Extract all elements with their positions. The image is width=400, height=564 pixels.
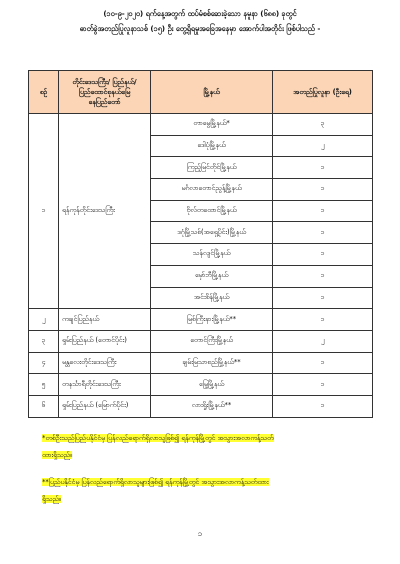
row-no: ၅ bbox=[29, 374, 59, 396]
row-region: ကချင်ပြည်နယ် bbox=[59, 309, 151, 331]
row-no: ၂ bbox=[29, 309, 59, 331]
row-township: ဗိုလ်တထောင်မြို့နယ် bbox=[151, 200, 273, 222]
row-region: တနင်္သာရီတိုင်းဒေသကြီး bbox=[59, 374, 151, 396]
page-number: ၁ bbox=[197, 529, 203, 538]
row-count: ၂ bbox=[273, 330, 373, 352]
document-header bbox=[10, 6, 390, 36]
footnote-2-line-1: **ပြည်ပနိုင်ငံမှ ပြန်လည်ရောက်ရှိလာသူများဖြစ်၍ ရန်ကုန်မြို့တွင် အသွားအလာကန့်သတ်ထား bbox=[42, 478, 269, 486]
row-township: မှော်ဘီမြို့နယ် bbox=[151, 265, 273, 287]
table-row bbox=[29, 352, 373, 374]
header-no: စဉ် bbox=[29, 71, 59, 114]
row-count: ၁ bbox=[273, 287, 373, 309]
table-row bbox=[29, 330, 373, 352]
row-count: ၁ bbox=[273, 309, 373, 331]
footnote-1 bbox=[42, 430, 352, 464]
row-township: ဒဂုံမြို့သစ်(အရှေ့ပိုင်း)မြို့နယ် bbox=[151, 222, 273, 244]
row-no: ၃ bbox=[29, 330, 59, 352]
row-township: မြစ်ကြီးနားမြို့နယ်** bbox=[151, 309, 273, 331]
row-township: ကြည့်မြင်တိုင်မြို့နယ် bbox=[151, 157, 273, 179]
row-region: ရှမ်းပြည်နယ် (တောင်ပိုင်း) bbox=[59, 330, 151, 352]
row-township: တာမွေမြို့နယ်* bbox=[151, 114, 273, 136]
header-count: အတည်ပြုလူနာ (ဦးရေ) bbox=[273, 71, 373, 114]
row-count: ၁ bbox=[273, 200, 373, 222]
header-region: တိုင်းဒေသကြီး/ ပြည်နယ်/ ပြည်ထောင်စုနယ်မြေ နေပြည်တော် bbox=[59, 71, 151, 114]
table-row bbox=[29, 395, 373, 417]
row-township: ချမ်းမြသာစည်မြို့နယ်** bbox=[151, 352, 273, 374]
table-row bbox=[29, 309, 373, 331]
row-count: ၁ bbox=[273, 179, 373, 201]
header-line-1: (၁၀-၉-၂၀၂၀) ရက်နေ့အတွက် ထပ်မံစစ်ဆေးခဲ့သော နမူနာ (၆၈၈) ခုတွင် bbox=[103, 9, 297, 18]
row-count: ၁ bbox=[273, 157, 373, 179]
row-no: ၄ bbox=[29, 352, 59, 374]
header-township: မြို့နယ် bbox=[151, 71, 273, 114]
footnote-1-line-2: ထားရှိသည်။ bbox=[42, 451, 73, 459]
row-township: အင်းစိန်မြို့နယ် bbox=[151, 287, 273, 309]
table-row bbox=[29, 374, 373, 396]
row-count: ၁ bbox=[273, 265, 373, 287]
row-no: ၆ bbox=[29, 395, 59, 417]
row-township: လားရှိုးမြို့နယ်** bbox=[151, 395, 273, 417]
table-header-row bbox=[29, 71, 373, 114]
row-region: မန္တလေးတိုင်းဒေသကြီး bbox=[59, 352, 151, 374]
cases-table bbox=[28, 70, 373, 418]
row-no: ၁ bbox=[29, 114, 59, 309]
table-row bbox=[29, 114, 373, 136]
row-township: ဒေါပုံမြို့နယ် bbox=[151, 135, 273, 157]
row-count: ၁ bbox=[273, 244, 373, 266]
row-township: မင်္ဂလာတောင်ညွန့်မြို့နယ် bbox=[151, 179, 273, 201]
row-count: ၁ bbox=[273, 222, 373, 244]
row-township: မြေ့မြို့နယ် bbox=[151, 374, 273, 396]
row-township: တောင်ကြီးမြို့နယ် bbox=[151, 330, 273, 352]
row-count: ၁ bbox=[273, 374, 373, 396]
footnote-2 bbox=[42, 474, 352, 508]
row-region: ရန်ကုန်တိုင်းဒေသကြီး bbox=[59, 114, 151, 309]
row-count: ၁ bbox=[273, 352, 373, 374]
footnote-2-line-2: ရှိသည်။ bbox=[42, 495, 62, 503]
header-line-2: ဓာတ်ခွဲအတည်ပြုလူနာသစ် (၁၅) ဦး တွေ့ရှိရမှုအခြေအနေမှာ အောက်ပါအတိုင်း ဖြစ်ပါသည် - bbox=[79, 24, 321, 33]
row-count: ၃ bbox=[273, 114, 373, 136]
footnote-1-line-1: *တစ်ဦးသည်ပြည်ပနိုင်ငံမှ ပြန်လည်ရောက်ရှိလာသူဖြစ်၍ ရန်ကုန်မြို့တွင် အသွားအလာကန့်သတ် bbox=[42, 434, 274, 442]
row-count: ၂ bbox=[273, 135, 373, 157]
row-township: သန်လျင်မြို့နယ် bbox=[151, 244, 273, 266]
row-region: ရှမ်းပြည်နယ် (မြောက်ပိုင်း) bbox=[59, 395, 151, 417]
row-count: ၁ bbox=[273, 395, 373, 417]
